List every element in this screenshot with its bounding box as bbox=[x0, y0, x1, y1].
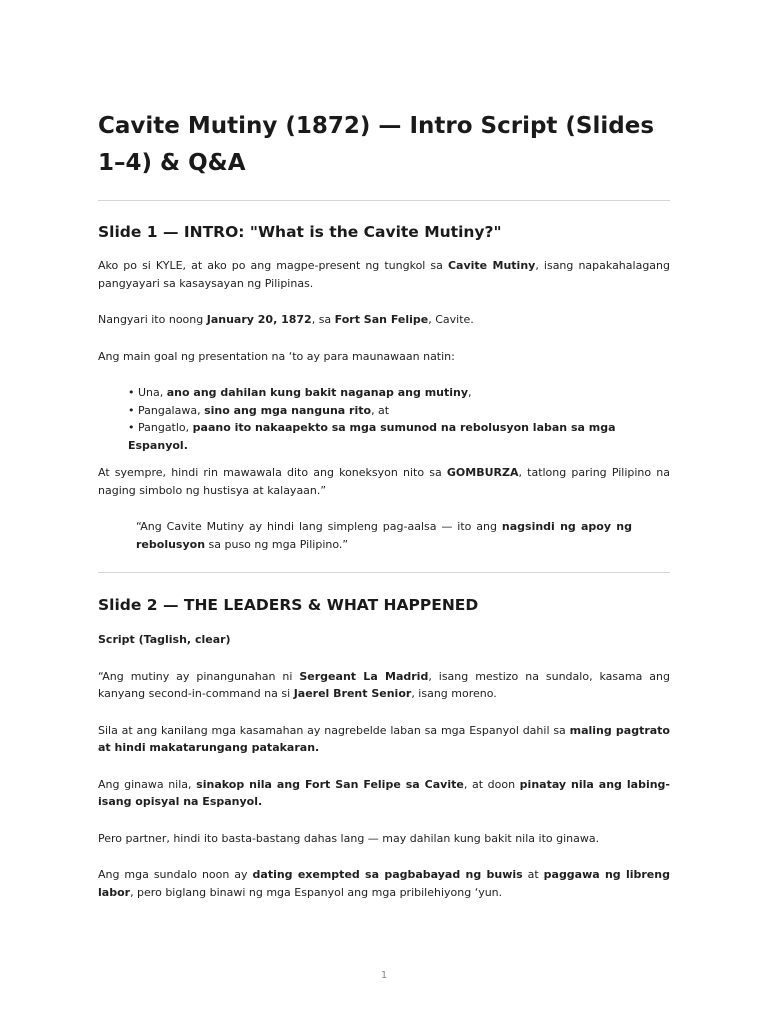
slide-2-privileges-paragraph bbox=[98, 866, 670, 901]
text: , at bbox=[371, 403, 390, 417]
bold-text: maling pagtrato at hindi makatarungang patakaran. bbox=[98, 723, 670, 754]
slide-2-rebellion-paragraph bbox=[98, 722, 670, 757]
text: , tatlong paring Pilipino na naging simbolo ng hustisya at kalayaan.” bbox=[98, 466, 670, 497]
bold-text: paano ito nakaapekto sa mga sumunod na rebolusyon laban sa mga Espanyol. bbox=[128, 421, 616, 452]
list-item bbox=[128, 384, 670, 402]
bold-text: paggawa ng libreng labor bbox=[98, 868, 670, 899]
slide-1-date-paragraph bbox=[98, 311, 670, 329]
text: , pero biglang binawi ng mga Espanyol ang mga pribilehiyong ‘yun. bbox=[130, 885, 503, 899]
text: sa puso ng mga Pilipino.” bbox=[205, 537, 349, 551]
section-divider bbox=[98, 572, 670, 573]
slide-1-intro-paragraph bbox=[98, 257, 670, 292]
document-title: Cavite Mutiny (1872) — Intro Script (Slides 1–4) & Q&A bbox=[98, 113, 655, 176]
goal-list bbox=[98, 384, 670, 454]
bold-text: January 20, 1872 bbox=[206, 313, 312, 326]
bold-text: Cavite Mutiny bbox=[447, 259, 536, 272]
text: , bbox=[468, 386, 472, 399]
slide-2-actions-paragraph bbox=[98, 776, 670, 811]
slide-1-goal-paragraph: Ang main goal ng presentation na ‘to ay para maunawaan natin: bbox=[98, 349, 455, 363]
text: , isang mestizo na sundalo, kasama ang kanyang second-in-command na si bbox=[98, 669, 670, 700]
bold-text: Sergeant La Madrid bbox=[299, 669, 429, 683]
bold-text: dating exempted sa pagbabayad ng buwis bbox=[252, 868, 523, 881]
text: , Cavite. bbox=[428, 313, 474, 326]
text: Ang ginawa nila, bbox=[98, 777, 197, 791]
slide-1-heading: Slide 1 — INTRO: "What is the Cavite Mutiny?" bbox=[98, 223, 502, 241]
bold-text: Fort San Felipe bbox=[334, 313, 429, 326]
page-number: 1 bbox=[380, 970, 388, 981]
text: • Pangatlo, bbox=[128, 421, 193, 434]
list-item bbox=[128, 419, 670, 454]
bold-text: ano ang dahilan kung bakit naganap ang mutiny bbox=[166, 386, 469, 399]
bold-text: GOMBURZA bbox=[446, 466, 519, 479]
text: Sila at ang kanilang mga kasamahan ay nagrebelde laban sa mga Espanyol dahil sa bbox=[98, 723, 570, 737]
bold-text: Jaerel Brent Senior bbox=[293, 687, 412, 700]
text: At syempre, hindi rin mawawala dito ang koneksyon nito sa bbox=[98, 466, 447, 479]
slide-2-subheading bbox=[98, 631, 670, 649]
text: Nangyari ito noong bbox=[98, 313, 207, 326]
text: at bbox=[522, 868, 544, 881]
slide-1-quote bbox=[98, 518, 670, 553]
slide-1-section bbox=[98, 221, 670, 553]
text: “Ang mutiny ay pinangunahan ni bbox=[98, 669, 300, 683]
bold-text: Script (Taglish, clear) bbox=[98, 633, 231, 646]
text: , isang moreno. bbox=[411, 687, 497, 700]
bold-text: nagsindi ng apoy ng rebolusyon bbox=[136, 520, 632, 551]
text: Ako po si KYLE, at ako po ang magpe-present ng tungkol sa bbox=[98, 259, 448, 272]
bold-text: sino ang mga nanguna rito bbox=[204, 403, 372, 417]
text: Ang mga sundalo noon ay bbox=[98, 868, 253, 881]
text: “Ang Cavite Mutiny ay hindi lang simpleng pag-aalsa — ito ang bbox=[136, 520, 502, 533]
text: • Una, bbox=[128, 386, 167, 399]
text: , sa bbox=[311, 313, 335, 326]
title-divider bbox=[98, 200, 670, 201]
slide-2-heading: Slide 2 — THE LEADERS & WHAT HAPPENED bbox=[98, 596, 479, 614]
slide-2-reason-paragraph: Pero partner, hindi ito basta-bastang dahas lang — may dahilan kung bakit nila ito ginawa. bbox=[98, 831, 600, 845]
text: • Pangalawa, bbox=[128, 403, 205, 417]
slide-2-leaders-paragraph bbox=[98, 668, 670, 703]
slide-2-section bbox=[98, 594, 670, 901]
bold-text: sinakop nila ang Fort San Felipe sa Cavite bbox=[196, 777, 464, 791]
bold-text: pinatay nila ang labing-isang opisyal na Espanyol. bbox=[98, 777, 670, 808]
text: , isang napakahalagang pangyayari sa kasaysayan ng Pilipinas. bbox=[98, 259, 670, 290]
text: , at doon bbox=[463, 777, 520, 791]
list-item bbox=[128, 402, 670, 420]
slide-1-gomburza-paragraph bbox=[98, 464, 670, 499]
